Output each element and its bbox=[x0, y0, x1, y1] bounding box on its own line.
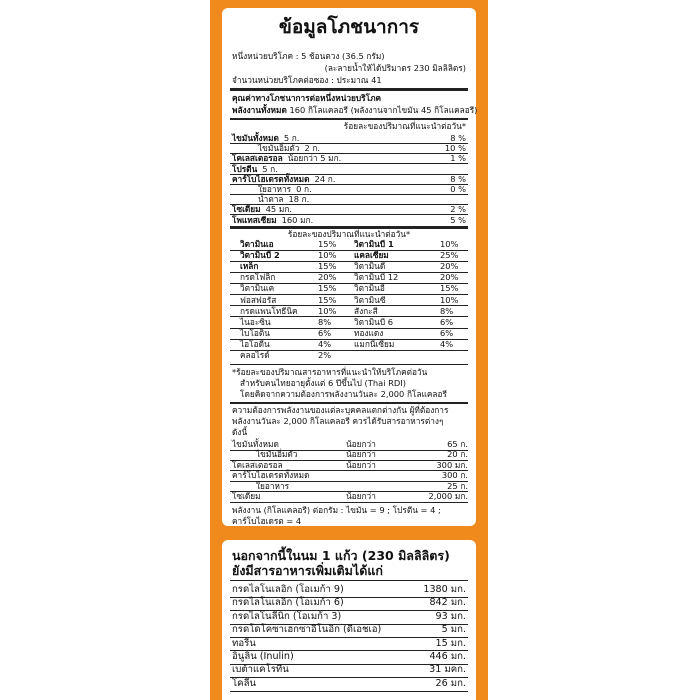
vitamin-name-right: วิตามินบี 12 bbox=[354, 272, 399, 283]
needs-value: 65 ก. bbox=[447, 439, 468, 449]
vitamin-value-left: 10% bbox=[318, 250, 337, 261]
needs-value: 300 มก. bbox=[436, 459, 468, 470]
row-divider bbox=[230, 204, 468, 205]
row-divider bbox=[230, 283, 468, 284]
row-divider bbox=[230, 350, 468, 351]
nutrient-label: คาร์โบไฮเดรตทั้งหมด bbox=[232, 173, 310, 184]
vitamin-name-right: วิตามินดี bbox=[354, 261, 386, 272]
vitamin-name-left: กรดแพนโทธีนิค bbox=[240, 305, 298, 316]
extra-nutrient-label: ทอรีน bbox=[232, 637, 256, 649]
vitamin-name-left: คลอไรด์ bbox=[240, 350, 270, 360]
row-divider bbox=[230, 328, 468, 329]
needs-qualifier: น้อยกว่า bbox=[346, 439, 376, 449]
extra-nutrient-value: 15 มก. bbox=[435, 637, 466, 649]
vitamin-name-left: ไบโอติน bbox=[240, 327, 270, 338]
extra-title-2: ยังมีสารอาหารเพิ่มเติมได้แก่ bbox=[232, 563, 383, 578]
vitamin-name-left: กรดโฟลิก bbox=[240, 272, 276, 283]
extra-title-1: นอกจากนี้ในนม 1 แก้ว (230 มิลลิลิตร) bbox=[232, 548, 450, 563]
nutrient-percent: 1 % bbox=[450, 153, 466, 164]
vitamin-value-right: 20% bbox=[440, 261, 459, 272]
row-divider bbox=[230, 163, 468, 164]
nutrient-amount: 0 ก. bbox=[296, 184, 312, 194]
nutrient-amount: 18 ก. bbox=[288, 194, 310, 205]
row-divider bbox=[230, 214, 468, 215]
vitamin-name-right: วิตามินบี 1 bbox=[354, 239, 394, 249]
extra-nutrient-value: 842 มก. bbox=[429, 597, 466, 609]
needs-label: ไขมันทั้งหมด bbox=[232, 439, 279, 449]
row-divider bbox=[230, 194, 468, 195]
extra-nutrient-label: เบต้าแคโรทีน bbox=[232, 664, 289, 676]
nutrient-label: ไขมันทั้งหมด bbox=[232, 133, 279, 143]
nutrient-row bbox=[232, 165, 278, 173]
vitamin-name-left: วิตามินเค bbox=[240, 283, 275, 294]
vitamin-value-left: 8% bbox=[318, 316, 332, 327]
nutrient-label: น้ำตาล bbox=[258, 194, 284, 205]
vitamin-value-right: 25% bbox=[440, 250, 459, 261]
row-divider bbox=[230, 316, 468, 317]
row-divider bbox=[230, 305, 468, 306]
vitamin-value-left: 20% bbox=[318, 272, 337, 283]
extra-nutrient-value: 5 มก. bbox=[441, 624, 466, 636]
vitamin-name-right: สังกะสี bbox=[354, 305, 378, 316]
vitamin-value-left: 6% bbox=[318, 327, 332, 338]
vitamin-value-left: 15% bbox=[318, 239, 337, 249]
divider bbox=[230, 88, 468, 91]
row-divider bbox=[230, 294, 468, 295]
divider bbox=[230, 580, 468, 581]
serving-note: (ละลายน้ำให้ได้ปริมาตร 230 มิลลิลิตร) bbox=[324, 63, 466, 73]
vitamin-name-right: วิตามินซี bbox=[354, 294, 386, 305]
vitamin-value-left: 2% bbox=[318, 350, 332, 360]
nutrient-label: โซเดียม bbox=[232, 204, 261, 215]
row-divider bbox=[230, 184, 468, 185]
extra-nutrient-label: กรดโดโคซาเฮกซาอีโนอิก (ดีเอชเอ) bbox=[232, 624, 382, 636]
nutrient-percent: 8 % bbox=[450, 173, 466, 184]
serving-size: หนึ่งหน่วยบริโภค : 5 ช้อนตวง (36.5 กรัม) bbox=[232, 51, 385, 61]
nutrient-percent: 0 % bbox=[450, 184, 466, 194]
needs-line2: พลังงานวันละ 2,000 กิโลแคลอรี ควรได้รับสารอาหารต่างๆ bbox=[232, 416, 444, 426]
nutrient-row bbox=[232, 134, 299, 142]
panel-title: ข้อมูลโภชนาการ bbox=[278, 16, 420, 38]
nutrient-row bbox=[232, 144, 320, 152]
vitamin-name-left: วิตามินเอ bbox=[240, 239, 274, 249]
vitamin-value-right: 4% bbox=[440, 338, 454, 349]
nutrient-amount: 160 มก. bbox=[281, 214, 314, 225]
nutrient-percent: 8 % bbox=[450, 133, 466, 143]
row-divider bbox=[230, 272, 468, 273]
vitamin-name-left: ไนอะซิน bbox=[240, 316, 271, 327]
vitamin-value-left: 10% bbox=[318, 305, 337, 316]
nutrient-amount: 2 ก. bbox=[304, 143, 321, 154]
extra-nutrient-label: กรดไลโนเลอิก (โอเมก้า 6) bbox=[232, 597, 344, 609]
row-divider bbox=[230, 339, 468, 340]
footnote-line3: โดยคิดจากความต้องการพลังงานวันละ 2,000 กิโลแคลอรี bbox=[240, 389, 447, 399]
needs-label: โคเลสเตอรอล bbox=[232, 459, 283, 470]
needs-value: 300 ก. bbox=[441, 470, 468, 481]
extra-nutrient-value: 26 มก. bbox=[435, 677, 466, 689]
extra-nutrient-value: 446 มก. bbox=[429, 651, 466, 662]
row-divider bbox=[230, 174, 468, 175]
nutrient-amount: 5 ก. bbox=[283, 133, 300, 143]
vitamin-name-right: วิตามินอี bbox=[354, 283, 385, 294]
row-divider bbox=[230, 250, 468, 251]
nutrient-percent: 10 % bbox=[444, 143, 466, 154]
divider bbox=[230, 118, 468, 120]
vitamin-name-right: แมกนีเซียม bbox=[354, 338, 395, 349]
nutrient-percent: 2 % bbox=[450, 204, 466, 215]
nutrition-facts-panel bbox=[222, 8, 476, 526]
needs-qualifier: น้อยกว่า bbox=[346, 491, 376, 501]
vitamin-value-right: 15% bbox=[440, 283, 459, 294]
energy-per-gram-1: พลังงาน (กิโลแคลอรี) ต่อกรัม : ไขมัน = 9 ; โปรตีน = 4 ; bbox=[232, 505, 441, 515]
extra-nutrient-value: 1380 มก. bbox=[423, 584, 466, 595]
nutrient-row bbox=[232, 195, 309, 203]
divider bbox=[230, 364, 468, 365]
energy-per-gram-2: คาร์โบไฮเดรต = 4 bbox=[232, 516, 302, 526]
needs-line3: ดังนี้ bbox=[232, 427, 248, 437]
needs-label: ใยอาหาร bbox=[256, 480, 290, 491]
extra-nutrient-value: 93 มก. bbox=[435, 610, 466, 622]
nutrient-label: ไขมันอิ่มตัว bbox=[258, 143, 300, 154]
footnote-line1: *ร้อยละของปริมาณสารอาหารที่แนะนำให้บริโภคต่อวัน bbox=[232, 367, 428, 377]
vitamin-name-right: แคลเซียม bbox=[354, 250, 389, 261]
energy-value: 160 กิโลแคลอรี bbox=[289, 105, 348, 115]
needs-qualifier: น้อยกว่า bbox=[346, 459, 376, 470]
needs-value: 2,000 มก. bbox=[428, 491, 468, 501]
divider bbox=[230, 502, 468, 503]
extra-nutrient-label: อินูลิน (Inulin) bbox=[232, 651, 294, 662]
extra-nutrients-panel bbox=[222, 540, 476, 700]
energy-row bbox=[232, 106, 477, 114]
needs-label: คาร์โบไฮเดรตทั้งหมด bbox=[232, 470, 310, 481]
vitamin-value-right: 20% bbox=[440, 272, 459, 283]
extra-nutrient-value: 31 มคก. bbox=[429, 664, 466, 676]
divider bbox=[230, 402, 468, 404]
fat-energy: (พลังงานจากไขมัน 45 กิโลแคลอรี) bbox=[350, 105, 478, 115]
nutrient-row bbox=[232, 185, 312, 193]
footnote-line2: สำหรับคนไทยอายุตั้งแต่ 6 ปีขึ้นไป (Thai RDI) bbox=[240, 378, 406, 388]
nutrient-amount: 5 ก. bbox=[262, 163, 278, 174]
needs-label: ไขมันอิ่มตัว bbox=[256, 449, 298, 460]
energy-label: พลังงานทั้งหมด bbox=[232, 105, 287, 115]
row-divider bbox=[230, 153, 468, 154]
vitamin-name-left: ฟอสฟอรัส bbox=[240, 294, 277, 305]
nutrient-row bbox=[232, 175, 335, 183]
needs-value: 25 ก. bbox=[447, 480, 468, 491]
vitamin-value-right: 8% bbox=[440, 305, 454, 316]
needs-label: โซเดียม bbox=[232, 491, 261, 501]
nutrient-amount: น้อยกว่า 5 มก. bbox=[287, 153, 342, 164]
extra-nutrient-label: กรดไลโนเลอิก (โอเมก้า 9) bbox=[232, 584, 344, 595]
servings-per-pack: จำนวนหน่วยบริโภคต่อซอง : ประมาณ 41 bbox=[232, 75, 382, 85]
nutrient-row bbox=[232, 205, 292, 213]
vitamin-name-right: ทองแดง bbox=[354, 327, 384, 338]
nutrient-amount: 45 มก. bbox=[265, 204, 292, 215]
vitamin-value-left: 15% bbox=[318, 283, 337, 294]
vitamin-header: ร้อยละของปริมาณที่แนะนำต่อวัน* bbox=[287, 229, 411, 239]
vitamin-value-left: 15% bbox=[318, 294, 337, 305]
extra-nutrient-label: กรดไลโนลีนิก (โอเมก้า 3) bbox=[232, 610, 342, 622]
vitamin-value-right: 6% bbox=[440, 316, 454, 327]
vitamin-value-right: 10% bbox=[440, 294, 459, 305]
rdi-header: ร้อยละของปริมาณที่แนะนำต่อวัน* bbox=[343, 121, 466, 131]
needs-line1: ความต้องการพลังงานของแต่ละบุคคลแตกต่างกัน ผู้ที่ต้องการ bbox=[232, 405, 449, 415]
extra-nutrient-label: โคลีน bbox=[232, 677, 257, 689]
nutrient-amount: 24 ก. bbox=[314, 173, 336, 184]
nutrient-row bbox=[232, 216, 313, 224]
needs-qualifier: น้อยกว่า bbox=[346, 449, 376, 460]
vitamin-name-left: ไอโอดีน bbox=[240, 338, 270, 349]
row-divider bbox=[230, 143, 468, 144]
vitamin-name-left: เหล็ก bbox=[240, 261, 259, 272]
vitamin-value-right: 6% bbox=[440, 327, 454, 338]
nutrient-label: โปรตีน bbox=[232, 163, 258, 174]
vitamin-value-left: 4% bbox=[318, 338, 332, 349]
vitamin-value-right: 10% bbox=[440, 239, 459, 249]
needs-value: 20 ก. bbox=[447, 449, 468, 460]
per-serving-header: คุณค่าทางโภชนาการต่อหนึ่งหน่วยบริโภค bbox=[232, 93, 382, 103]
vitamin-name-right: วิตามินบี 6 bbox=[354, 316, 394, 327]
row-divider bbox=[230, 261, 468, 262]
nutrient-row bbox=[232, 154, 341, 162]
vitamin-value-left: 15% bbox=[318, 261, 337, 272]
nutrient-label: ใยอาหาร bbox=[258, 184, 292, 194]
nutrient-percent: 5 % bbox=[450, 214, 466, 225]
row-divider bbox=[230, 691, 468, 692]
vitamin-name-left: วิตามินบี 2 bbox=[240, 250, 280, 261]
nutrient-label: โคเลสเตอรอล bbox=[232, 153, 283, 164]
nutrient-label: โพแทสเซียม bbox=[232, 214, 277, 225]
